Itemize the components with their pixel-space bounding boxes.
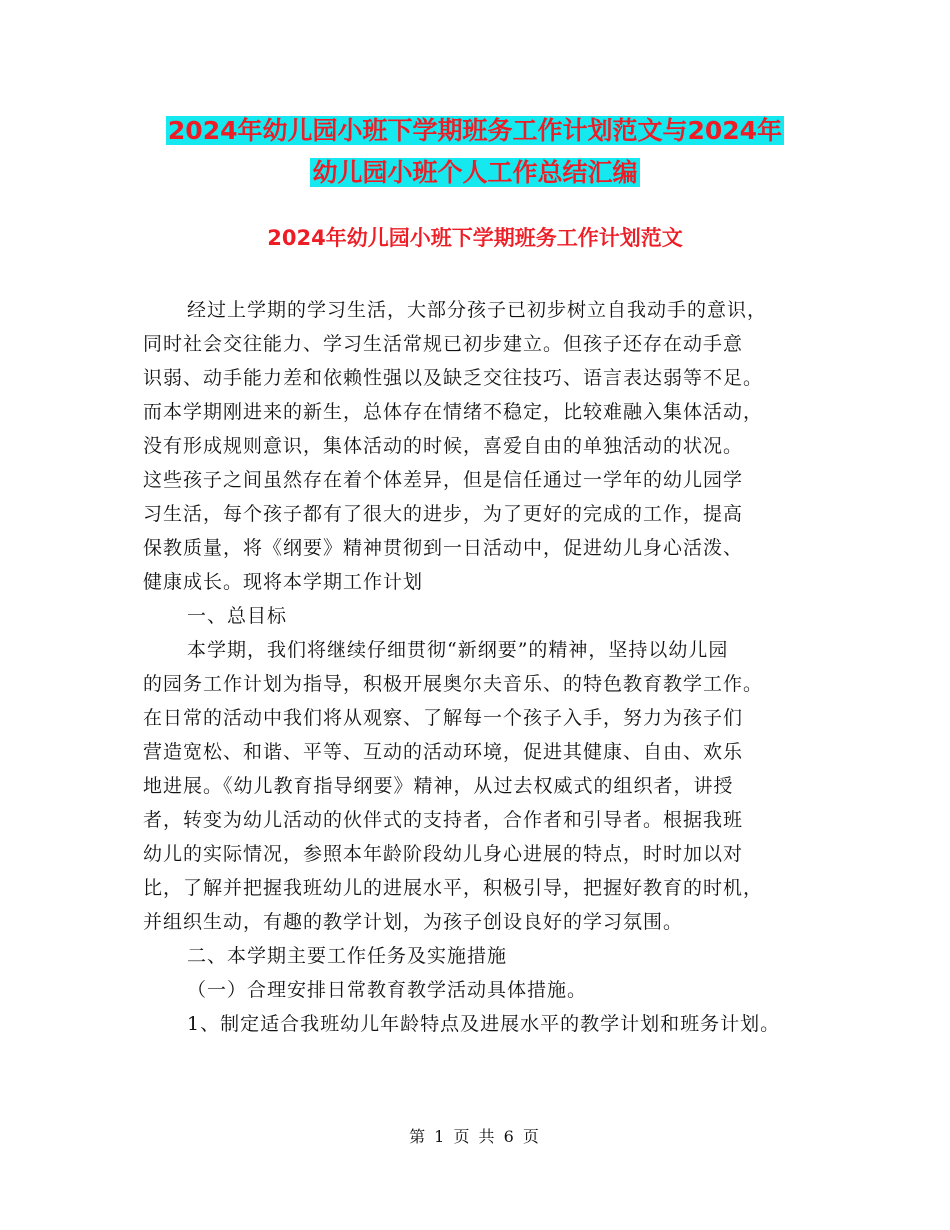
paragraph-line: 地进展。《幼儿教育指导纲要》精神，从过去权威式的组织者，讲授 [143,775,734,797]
paragraph-line: 没有形成规则意识，集体活动的时候，喜爱自由的单独活动的状况。 [143,435,744,457]
list-item: 1、制定适合我班幼儿年龄特点及进展水平的教学计划和班务计划。 [187,1013,781,1035]
paragraph-line: 这些孩子之间虽然存在着个体差异，但是信任通过一学年的幼儿园学 [143,469,744,491]
document-title-text-1: 2024年幼儿园小班下学期班务工作计划范文与2024年 [167,116,783,145]
paragraph-line: 营造宽松、和谐、平等、互动的活动环境，促进其健康、自由、欢乐 [143,741,744,763]
subheading-daily-activities: （一）合理安排日常教育教学活动具体措施。 [187,979,588,1001]
paragraph-line: 同时社会交往能力、学习生活常规已初步建立。但孩子还存在动手意 [143,333,744,355]
paragraph-line: 保教质量，将《纲要》精神贯彻到一日活动中，促进幼儿身心活泼、 [143,537,744,559]
paragraph-line: 经过上学期的学习生活，大部分孩子已初步树立自我动手的意识， [187,299,768,321]
page-footer: 第 1 页 共 6 页 [409,1127,541,1146]
paragraph-line: 的园务工作计划为指导，积极开展奥尔夫音乐、的特色教育教学工作。 [143,673,764,695]
heading-general-goal: 一、总目标 [187,605,288,627]
paragraph-line: 而本学期刚进来的新生，总体存在情绪不稳定，比较难融入集体活动， [143,401,764,423]
paragraph-line: 幼儿的实际情况，参照本年龄阶段幼儿身心进展的特点，时时加以对 [143,843,744,865]
document-title-text-2: 幼儿园小班个人工作总结汇编 [312,158,638,187]
paragraph-line: 本学期，我们将继续仔细贯彻“新纲要”的精神，坚持以幼儿园 [187,639,729,661]
paragraph-line: 识弱、动手能力差和依赖性强以及缺乏交往技巧、语言表达弱等不足。 [143,367,764,389]
heading-main-tasks: 二、本学期主要工作任务及实施措施 [187,945,508,967]
section-title: 2024年幼儿园小班下学期班务工作计划范文 [267,226,683,250]
paragraph-line: 并组织生动，有趣的教学计划，为孩子创设良好的学习氛围。 [143,911,684,933]
paragraph-line: 比，了解并把握我班幼儿的进展水平，积极引导，把握好教育的时机， [143,877,764,899]
paragraph-line: 健康成长。现将本学期工作计划 [143,571,424,593]
paragraph-line: 在日常的活动中我们将从观察、了解每一个孩子入手，努力为孩子们 [143,707,744,729]
document-title-line-1 [0,113,950,149]
document-title-line-2 [0,155,950,191]
paragraph-line: 习生活，每个孩子都有了很大的进步，为了更好的完成的工作，提高 [143,503,744,525]
paragraph-line: 者，转变为幼儿活动的伙伴式的支持者，合作者和引导者。根据我班 [143,809,744,831]
